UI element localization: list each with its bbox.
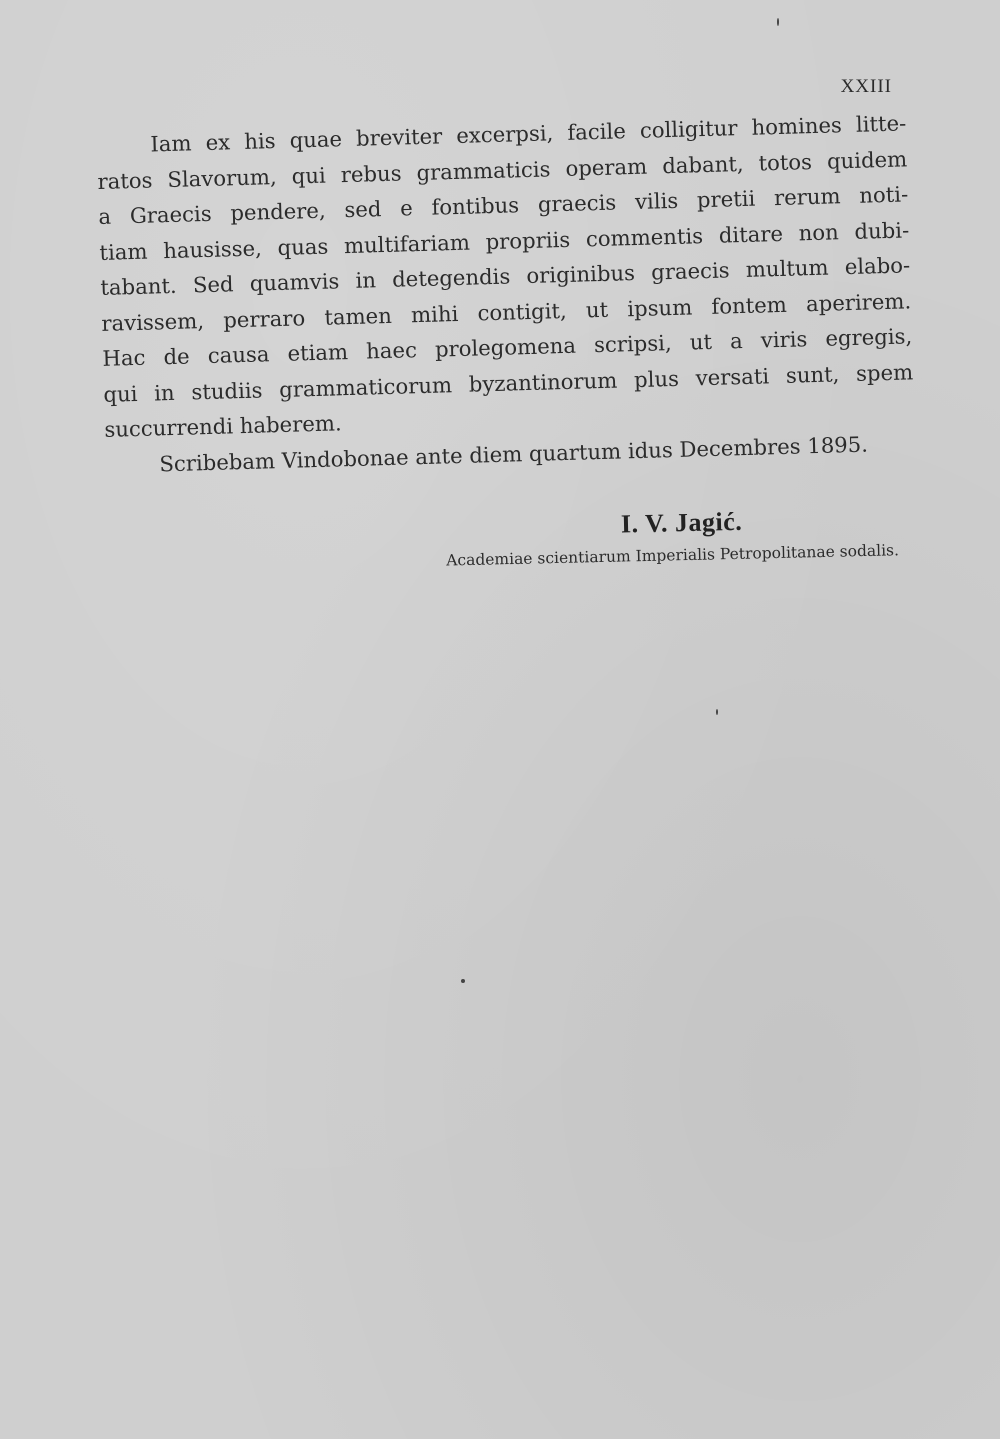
- text-line: qui in studiis grammaticorum byzantinorum plus versati sunt, spem: [103, 358, 914, 407]
- text-line: tiam hausisse, quas multifariam propriis commentis ditare non dubi-: [99, 216, 910, 265]
- text-line: a Graecis pendere, sed e fontibus graecis vilis pretii rerum noti-: [98, 181, 909, 229]
- text-line: Hac de causa etiam haec prolegomena scripsi, ut a viris egregis,: [102, 323, 913, 371]
- signature-block: [380, 503, 911, 571]
- text-line: ravissem, perraro tamen mihi contigit, ut ipsum fontem aperirem.: [101, 287, 912, 336]
- body-text: [96, 105, 916, 482]
- paper-speck: [777, 18, 779, 26]
- text-line: ratos Slavorum, qui rebus grammaticis operam dabant, totos quidem: [97, 145, 908, 194]
- text-line: Iam ex his quae breviter excerpsi, facile colligitur homines litte-: [150, 110, 907, 157]
- paper-speck: [461, 979, 465, 983]
- text-line: tabant. Sed quamvis in detegendis originibus graecis multum elabo-: [100, 252, 911, 300]
- paper-speck: [716, 709, 718, 715]
- dateline: Scribebam Vindobonae ante diem quartum idus Decembres 1895.: [159, 431, 869, 476]
- text-line: succurrendi haberem.: [104, 410, 342, 442]
- author-affiliation: Academiae scientiarum Imperialis Petropolitanae sodalis.: [446, 541, 900, 570]
- page-number: XXIII: [840, 76, 892, 97]
- author-name: I. V. Jagić.: [620, 506, 743, 539]
